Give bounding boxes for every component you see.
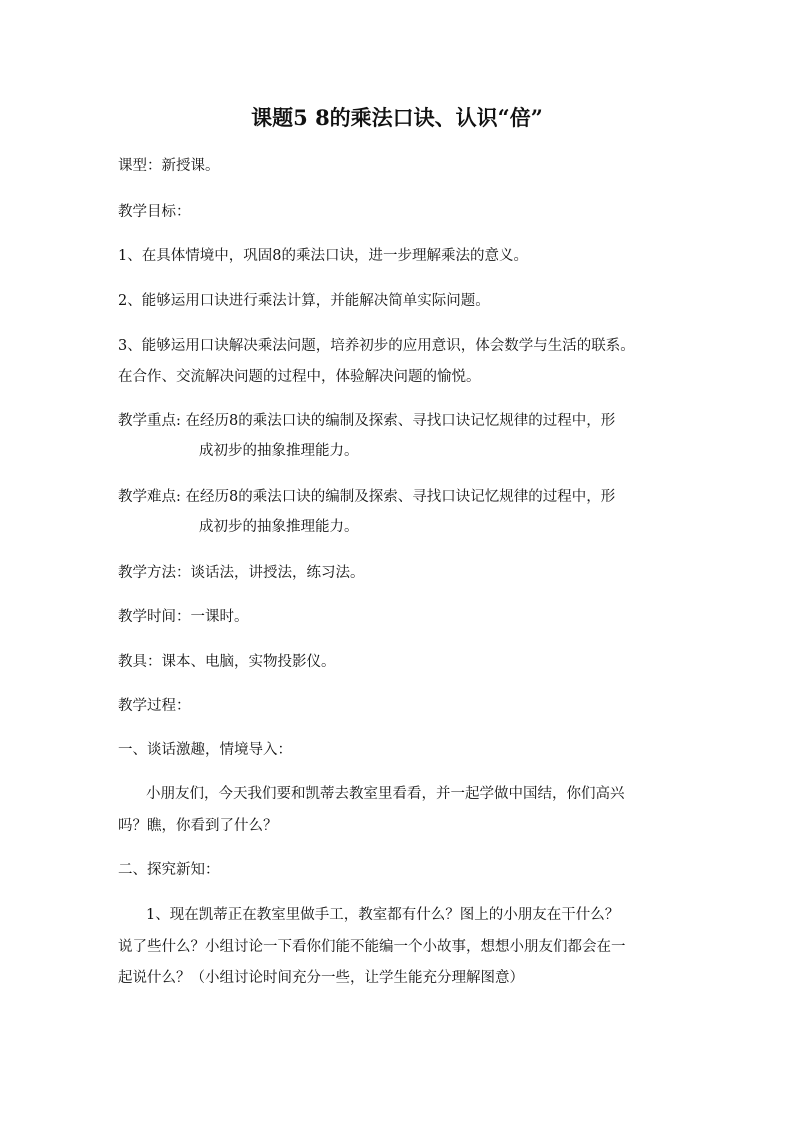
section-two-paragraph-line-3: 起说什么？（小组讨论时间充分一些，让学生能充分理解图意） xyxy=(118,970,524,986)
objectives-heading: 教学目标： xyxy=(118,204,191,220)
tools-line: 教具：课本、电脑，实物投影仪。 xyxy=(118,654,336,670)
objective-1: 1、在具体情境中，巩固8的乘法口诀，进一步理解乘法的意义。 xyxy=(118,248,528,264)
method-line: 教学方法：谈话法，讲授法，练习法。 xyxy=(118,565,365,581)
process-heading: 教学过程： xyxy=(118,698,191,714)
section-two-paragraph: 1、现在凯蒂正在教室里做手工，教室都有什么？图上的小朋友在干什么？ xyxy=(146,907,620,923)
key-point-continued: 成初步的抽象推理能力。 xyxy=(199,443,359,459)
objective-3: 3、能够运用口诀解决乘法问题，培养初步的应用意识，体会数学与生活的联系。 xyxy=(118,338,635,354)
document-title: 课题5 8的乘法口诀、认识“倍” xyxy=(251,105,543,130)
difficulty-continued: 成初步的抽象推理能力。 xyxy=(199,519,359,535)
section-two-paragraph-line-2: 说了些什么？小组讨论一下看你们能不能编一个小故事，想想小朋友们都会在一 xyxy=(118,939,626,955)
key-point-line: 教学重点: 在经历8的乘法口诀的编制及探索、寻找口诀记忆规律的过程中，形 xyxy=(118,413,616,429)
section-one-heading: 一、谈话激趣，情境导入： xyxy=(118,742,292,758)
difficulty-line: 教学难点: 在经历8的乘法口诀的编制及探索、寻找口诀记忆规律的过程中，形 xyxy=(118,489,616,505)
objective-3-continued: 在合作、交流解决问题的过程中，体验解决问题的愉悦。 xyxy=(118,369,481,385)
section-one-paragraph: 小朋友们，今天我们要和凯蒂去教室里看看，并一起学做中国结，你们高兴 xyxy=(146,786,625,802)
objective-2: 2、能够运用口诀进行乘法计算，并能解决简单实际问题。 xyxy=(118,293,490,309)
time-line: 教学时间：一课时。 xyxy=(118,609,249,625)
section-one-paragraph-continued: 吗？瞧，你看到了什么？ xyxy=(118,818,278,834)
lesson-type-line: 课型：新授课。 xyxy=(118,158,220,174)
section-two-heading: 二、探究新知： xyxy=(118,862,220,878)
